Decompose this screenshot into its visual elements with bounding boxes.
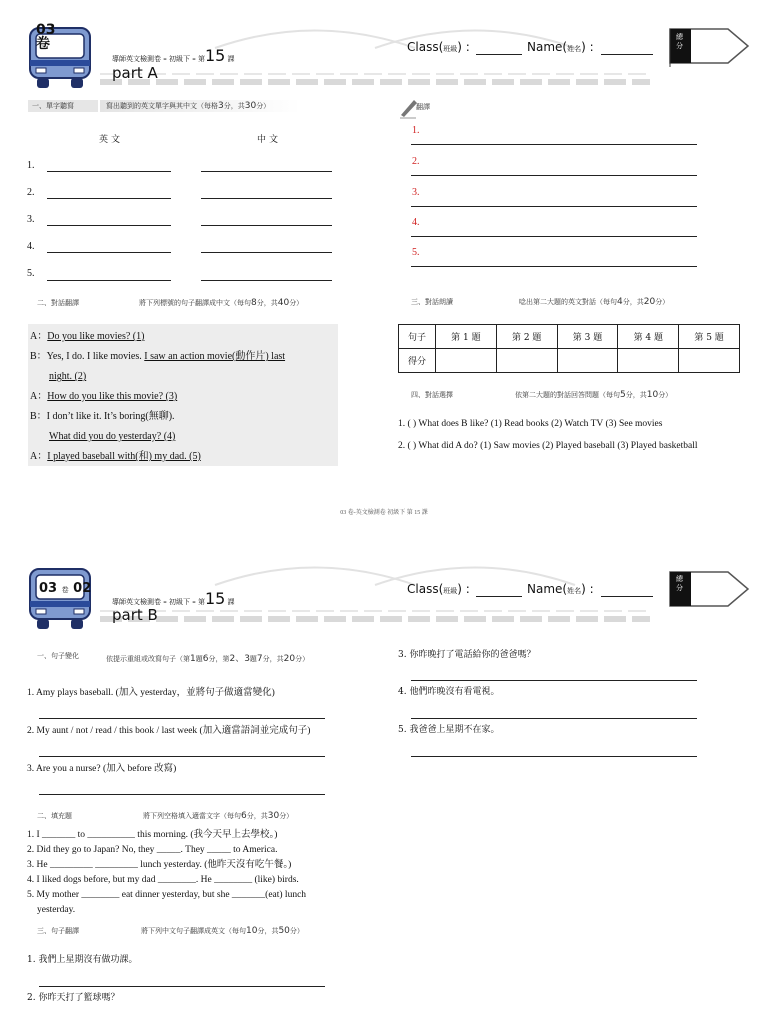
class-label: Class(班級) : [407,582,470,596]
b-sec2-instructions: 將下列空格填入適當文字（每句6分，共30分） [143,811,294,821]
translate-field[interactable] [411,266,697,267]
table-head-cell: 得分 [399,349,436,373]
b-sec1-label: 一、句子變化 [37,652,79,660]
table-head-cell: 第 3 題 [557,325,618,349]
dialog-line: A：Do you like movies? (1) [30,331,145,342]
list-item: 4. I liked dogs before, but my dad ________. He ________ (like) birds. [27,875,299,885]
translate-num: 1. [412,125,420,136]
translate-field[interactable] [411,236,697,237]
dialog-line: What did you do yesterday? (4) [49,431,176,442]
translate-question: 2. 你昨天打了籃球嗎？ [27,993,120,1003]
score-cell[interactable] [436,349,497,373]
translate-num: 2. [412,156,420,167]
table-head-cell: 句子 [399,325,436,349]
translate-question: 4. 他們昨晚沒有看電視。 [398,687,500,697]
vocab-zh-field[interactable] [201,171,332,172]
vocab-num: 1. [27,160,35,171]
change-question: 2. My aunt / not / read / this book / last week (加入適當語詞並完成句子) [27,726,311,736]
class-label: Class(班級) : [407,40,470,54]
vocab-en-field[interactable] [47,171,171,172]
dialog-line: B：I don’t like it. It’s boring(無聊). [30,411,175,422]
sec4-instructions: 依第二大題的對話回答問題（每句5分，共10分） [515,390,673,400]
name-label: Name(姓名) : [527,40,594,54]
answer-field[interactable] [39,756,325,757]
change-question: 1. Amy plays baseball. (加入 yesterday，並將句子做適當變化) [27,688,275,698]
b-sec1-instructions: 依提示重組或改寫句子（第1題6分，第2、3題7分，共20分） [106,654,310,664]
dialog-line: B：Yes, I do. I like movies. I saw an action movie(動作片) last [30,351,286,362]
answer-field[interactable] [39,794,325,795]
translate-question: 3. 你昨晚打了電話給你的爸爸嗎？ [398,650,536,660]
answer-field[interactable] [411,718,697,719]
list-item: 1. I _______ to __________ this morning. (我今天早上去學校。) [27,830,278,840]
name-field[interactable] [601,54,653,55]
translate-field[interactable] [411,206,697,207]
vocab-en-field[interactable] [47,280,171,281]
vocab-en-field[interactable] [47,225,171,226]
page-footer: 03 卷-英文檢測卷 初級下 第 15 課 [340,510,428,516]
score-box-label: 總分 [676,575,683,592]
translate-num: 4. [412,217,420,228]
header-subtitle: 導師英文檢測卷 – 初級下 – 第15 課 [112,589,235,608]
name-field[interactable] [601,596,653,597]
vocab-zh-field[interactable] [201,198,332,199]
vocab-zh-field[interactable] [201,225,332,226]
sec1-label: 一、單字聽寫 [32,102,74,110]
vocab-zh-field[interactable] [201,280,332,281]
translate-field[interactable] [411,144,697,145]
dialog-line: A：How do you like this movie? (3) [30,391,178,402]
list-item: 3. He _________ _________ lunch yesterday. (他昨天沒有吃午餐。) [27,860,292,870]
fill-in-list [27,828,306,918]
name-label: Name(姓名) : [527,582,594,596]
translate-field[interactable] [411,175,697,176]
exam-code-badge: 03 卷 02 [39,581,92,596]
bus-icon [27,565,93,631]
list-item: 2. Did they go to Japan? No, they _____. They _____ to America. [27,845,278,855]
score-cell[interactable] [618,349,679,373]
table-row [399,349,740,373]
class-field[interactable] [476,596,522,597]
col-zh-header: 中文 [257,135,282,145]
mc-question: 1. ( ) What does B like? (1) Read books (2) Watch TV (3) See movies [398,419,663,429]
vocab-en-field[interactable] [47,198,171,199]
score-box-label: 總分 [676,33,683,50]
table-head-cell: 第 2 題 [496,325,557,349]
b-sec3-instructions: 將下列中文句子翻譯成英文（每句10分，共50分） [141,926,304,936]
score-cell[interactable] [557,349,618,373]
b-sec2-label: 二、填充題 [37,812,72,820]
sec3-label: 三、對話朗讀 [411,298,453,306]
sec4-label: 四、對話選擇 [411,391,453,399]
dialog-line: night. (2) [49,371,87,382]
mc-question: 2. ( ) What did A do? (1) Saw movies (2) Played baseball (3) Played basketball [398,441,698,451]
part-title: part B [112,606,158,624]
col-en-header: 英文 [99,135,124,145]
table-head-cell: 第 1 題 [436,325,497,349]
table-row [399,325,740,349]
part-title: part A [112,64,158,82]
answer-field[interactable] [411,680,697,681]
class-field[interactable] [476,54,522,55]
translate-num: 3. [412,187,420,198]
vocab-num: 3. [27,214,35,225]
list-item: 5. My mother ________ eat dinner yesterday, but she _______(eat) lunch [27,890,307,900]
reading-score-table [398,324,740,373]
table-head-cell: 第 5 題 [679,325,740,349]
vocab-num: 4. [27,241,35,252]
sec2-label: 二、對話翻譯 [37,299,79,307]
vocab-num: 5. [27,268,35,279]
score-cell[interactable] [679,349,740,373]
sec3-instructions: 唸出第二大題的英文對話（每句4分，共20分） [519,297,670,307]
vocab-zh-field[interactable] [201,252,332,253]
answer-field[interactable] [411,756,697,757]
translate-question: 1. 我們上星期沒有做功課。 [27,955,138,965]
b-sec3-label: 三、句子翻譯 [37,927,79,935]
translate-label: 翻譯 [416,103,430,111]
header-subtitle: 導師英文檢測卷 – 初級下 – 第15 課 [112,46,235,65]
exam-code: 03 卷 [36,22,56,52]
change-question: 3. Are you a nurse? (加入 before 改寫) [27,764,177,774]
translate-question: 5. 我爸爸上星期不在家。 [398,725,500,735]
answer-field[interactable] [39,718,325,719]
translate-num: 5. [412,247,420,258]
score-cell[interactable] [496,349,557,373]
dialog-line: A：I played baseball with(和) my dad. (5) [30,451,201,462]
sec1-instructions: 寫出聽到的英文單字與其中文（每格3分，共30分） [106,101,271,111]
vocab-num: 2. [27,187,35,198]
list-item: yesterday. [37,905,76,915]
table-head-cell: 第 4 題 [618,325,679,349]
vocab-en-field[interactable] [47,252,171,253]
sec2-instructions: 將下列標號的句子翻譯成中文（每句8分，共40分） [139,298,304,308]
answer-field[interactable] [39,986,325,987]
